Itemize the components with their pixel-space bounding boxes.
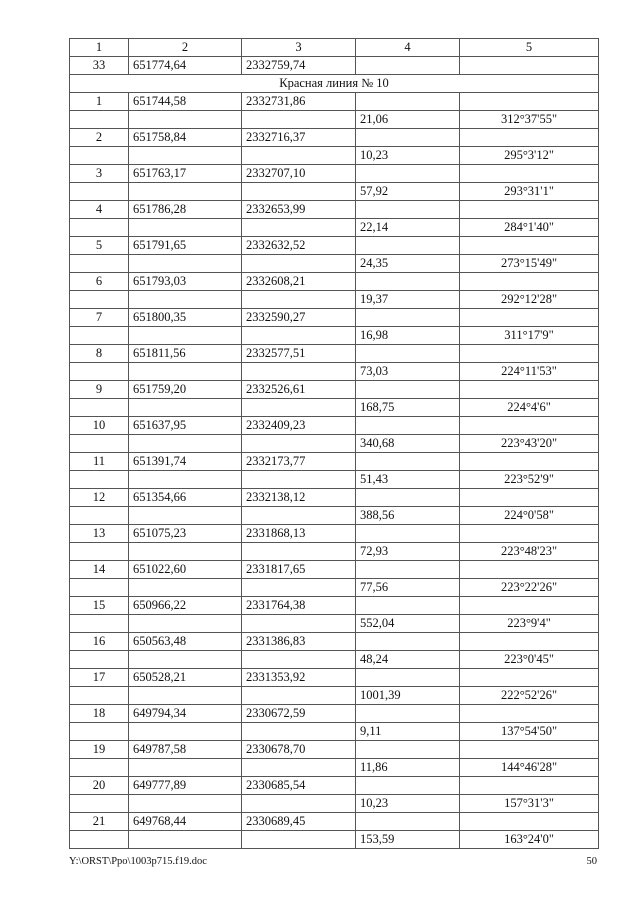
angle: 293°31'1" — [460, 183, 599, 201]
coord-x: 651786,28 — [129, 201, 242, 219]
coord-x: 649794,34 — [129, 705, 242, 723]
coord-y: 2330672,59 — [242, 705, 356, 723]
segment-empty — [242, 399, 356, 417]
coord-y: 2332731,86 — [242, 93, 356, 111]
segment-empty — [70, 615, 129, 633]
segment-empty — [242, 219, 356, 237]
distance-empty — [356, 93, 460, 111]
segment-empty — [70, 471, 129, 489]
angle-empty — [460, 93, 599, 111]
distance: 19,37 — [356, 291, 460, 309]
distance-empty — [356, 345, 460, 363]
angle-empty — [460, 813, 599, 831]
point-row — [70, 813, 599, 831]
point-number: 4 — [70, 201, 129, 219]
angle-empty — [460, 453, 599, 471]
coord-y: 2332409,23 — [242, 417, 356, 435]
segment-empty — [70, 399, 129, 417]
segment-row — [70, 435, 599, 453]
segment-empty — [242, 831, 356, 849]
coord-x: 651075,23 — [129, 525, 242, 543]
segment-empty — [70, 183, 129, 201]
coord-x: 651744,58 — [129, 93, 242, 111]
point-number: 13 — [70, 525, 129, 543]
distance: 51,43 — [356, 471, 460, 489]
distance: 153,59 — [356, 831, 460, 849]
distance-empty — [356, 669, 460, 687]
header-cell: 2 — [129, 39, 242, 57]
angle: 223°43'20" — [460, 435, 599, 453]
coord-y: 2331386,83 — [242, 633, 356, 651]
point-row — [70, 381, 599, 399]
section-title: Красная линия № 10 — [70, 75, 599, 93]
angle: 311°17'9" — [460, 327, 599, 345]
segment-empty — [129, 183, 242, 201]
coord-y: 2331764,38 — [242, 597, 356, 615]
angle-empty — [460, 345, 599, 363]
angle: 223°48'23" — [460, 543, 599, 561]
coord-x: 651774,64 — [129, 57, 242, 75]
segment-empty — [242, 111, 356, 129]
angle-empty — [460, 669, 599, 687]
angle-empty — [460, 633, 599, 651]
point-row — [70, 417, 599, 435]
segment-empty — [242, 435, 356, 453]
coord-y: 2331868,13 — [242, 525, 356, 543]
point-row — [70, 489, 599, 507]
header-cell: 5 — [460, 39, 599, 57]
angle: 223°52'9" — [460, 471, 599, 489]
segment-row — [70, 363, 599, 381]
distance: 168,75 — [356, 399, 460, 417]
distance-empty — [356, 489, 460, 507]
distance: 24,35 — [356, 255, 460, 273]
distance: 10,23 — [356, 795, 460, 813]
coordinates-table — [69, 38, 599, 849]
segment-empty — [70, 435, 129, 453]
segment-row — [70, 111, 599, 129]
segment-empty — [129, 327, 242, 345]
segment-empty — [242, 651, 356, 669]
segment-empty — [70, 363, 129, 381]
distance: 48,24 — [356, 651, 460, 669]
distance-empty — [356, 777, 460, 795]
angle: 224°11'53" — [460, 363, 599, 381]
segment-empty — [70, 327, 129, 345]
angle: 223°9'4" — [460, 615, 599, 633]
segment-empty — [242, 327, 356, 345]
point-row — [70, 705, 599, 723]
segment-empty — [70, 687, 129, 705]
segment-empty — [70, 219, 129, 237]
angle: 144°46'28" — [460, 759, 599, 777]
angle-empty — [460, 381, 599, 399]
angle-empty — [460, 525, 599, 543]
segment-empty — [242, 255, 356, 273]
point-number: 3 — [70, 165, 129, 183]
coord-x: 651637,95 — [129, 417, 242, 435]
coord-y: 2332138,12 — [242, 489, 356, 507]
segment-empty — [242, 615, 356, 633]
distance: 57,92 — [356, 183, 460, 201]
segment-empty — [129, 471, 242, 489]
point-number: 5 — [70, 237, 129, 255]
segment-empty — [129, 291, 242, 309]
segment-row — [70, 687, 599, 705]
distance-empty — [356, 129, 460, 147]
segment-empty — [242, 543, 356, 561]
segment-row — [70, 615, 599, 633]
segment-empty — [242, 291, 356, 309]
segment-empty — [70, 543, 129, 561]
point-row — [70, 597, 599, 615]
point-number: 8 — [70, 345, 129, 363]
angle: 273°15'49" — [460, 255, 599, 273]
point-number: 19 — [70, 741, 129, 759]
distance: 9,11 — [356, 723, 460, 741]
angle-empty — [460, 561, 599, 579]
segment-row — [70, 795, 599, 813]
point-number: 10 — [70, 417, 129, 435]
coord-y: 2331353,92 — [242, 669, 356, 687]
footer-file-path: Y:\ORST\Ppo\1003p715.f19.doc — [69, 856, 207, 867]
segment-empty — [242, 759, 356, 777]
point-row — [70, 741, 599, 759]
coord-x: 651800,35 — [129, 309, 242, 327]
angle-empty — [460, 237, 599, 255]
point-row — [70, 345, 599, 363]
point-row — [70, 273, 599, 291]
angle: 224°4'6" — [460, 399, 599, 417]
angle-empty — [460, 417, 599, 435]
point-number: 14 — [70, 561, 129, 579]
distance-empty — [356, 309, 460, 327]
distance: 552,04 — [356, 615, 460, 633]
header-cell: 4 — [356, 39, 460, 57]
point-row — [70, 201, 599, 219]
segment-row — [70, 219, 599, 237]
point-row — [70, 309, 599, 327]
segment-empty — [129, 435, 242, 453]
distance: 340,68 — [356, 435, 460, 453]
coord-y: 2332707,10 — [242, 165, 356, 183]
point-row — [70, 129, 599, 147]
coord-x: 650563,48 — [129, 633, 242, 651]
point-number: 16 — [70, 633, 129, 651]
point-row — [70, 165, 599, 183]
distance-empty — [356, 705, 460, 723]
segment-empty — [70, 507, 129, 525]
coord-x: 649768,44 — [129, 813, 242, 831]
distance: 388,56 — [356, 507, 460, 525]
distance-empty — [356, 741, 460, 759]
segment-empty — [70, 255, 129, 273]
segment-row — [70, 183, 599, 201]
angle: 223°22'26" — [460, 579, 599, 597]
distance: 1001,39 — [356, 687, 460, 705]
point-number: 33 — [70, 57, 129, 75]
point-number: 1 — [70, 93, 129, 111]
segment-empty — [242, 183, 356, 201]
coord-x: 650966,22 — [129, 597, 242, 615]
segment-empty — [242, 147, 356, 165]
coord-x: 651793,03 — [129, 273, 242, 291]
coord-x: 650528,21 — [129, 669, 242, 687]
distance-empty — [356, 453, 460, 471]
coord-y: 2330685,54 — [242, 777, 356, 795]
segment-empty — [129, 543, 242, 561]
distance: 11,86 — [356, 759, 460, 777]
angle-empty — [460, 597, 599, 615]
coord-x: 651763,17 — [129, 165, 242, 183]
point-number: 21 — [70, 813, 129, 831]
segment-empty — [70, 831, 129, 849]
segment-empty — [129, 111, 242, 129]
segment-empty — [70, 147, 129, 165]
distance-empty — [356, 381, 460, 399]
table-body — [70, 39, 599, 849]
angle-empty — [460, 705, 599, 723]
coord-y: 2330678,70 — [242, 741, 356, 759]
angle: 312°37'55" — [460, 111, 599, 129]
distance-empty — [356, 417, 460, 435]
coord-y: 2332632,52 — [242, 237, 356, 255]
segment-row — [70, 399, 599, 417]
coord-y: 2332173,77 — [242, 453, 356, 471]
angle: 224°0'58" — [460, 507, 599, 525]
segment-empty — [129, 255, 242, 273]
coord-y: 2332653,99 — [242, 201, 356, 219]
coord-x: 651354,66 — [129, 489, 242, 507]
angle-empty — [460, 489, 599, 507]
coord-y: 2332716,37 — [242, 129, 356, 147]
point-number: 2 — [70, 129, 129, 147]
point-number: 9 — [70, 381, 129, 399]
coord-y: 2332608,21 — [242, 273, 356, 291]
segment-row — [70, 759, 599, 777]
angle — [460, 57, 599, 75]
coord-x: 649787,58 — [129, 741, 242, 759]
segment-empty — [70, 723, 129, 741]
segment-row — [70, 471, 599, 489]
distance: 77,56 — [356, 579, 460, 597]
segment-empty — [242, 579, 356, 597]
segment-empty — [129, 399, 242, 417]
distance-empty — [356, 561, 460, 579]
distance: 72,93 — [356, 543, 460, 561]
distance-empty — [356, 237, 460, 255]
segment-empty — [242, 471, 356, 489]
segment-empty — [129, 687, 242, 705]
angle: 157°31'3" — [460, 795, 599, 813]
segment-empty — [129, 831, 242, 849]
angle-empty — [460, 273, 599, 291]
angle-empty — [460, 777, 599, 795]
angle-empty — [460, 129, 599, 147]
segment-row — [70, 507, 599, 525]
segment-empty — [70, 651, 129, 669]
segment-row — [70, 579, 599, 597]
angle: 295°3'12" — [460, 147, 599, 165]
distance: 21,06 — [356, 111, 460, 129]
coord-y: 2330689,45 — [242, 813, 356, 831]
segment-empty — [129, 219, 242, 237]
segment-empty — [129, 507, 242, 525]
distance-empty — [356, 201, 460, 219]
footer-page-number: 50 — [586, 856, 597, 867]
point-number: 7 — [70, 309, 129, 327]
angle: 222°52'26" — [460, 687, 599, 705]
coord-x: 651791,65 — [129, 237, 242, 255]
angle-empty — [460, 201, 599, 219]
coord-x: 649777,89 — [129, 777, 242, 795]
point-row — [70, 669, 599, 687]
distance: 22,14 — [356, 219, 460, 237]
segment-row — [70, 543, 599, 561]
segment-row — [70, 723, 599, 741]
point-row — [70, 453, 599, 471]
point-row — [70, 93, 599, 111]
point-number: 15 — [70, 597, 129, 615]
point-row — [70, 777, 599, 795]
segment-empty — [70, 579, 129, 597]
distance-empty — [356, 525, 460, 543]
segment-empty — [242, 687, 356, 705]
angle: 292°12'28" — [460, 291, 599, 309]
angle: 284°1'40" — [460, 219, 599, 237]
distance: 73,03 — [356, 363, 460, 381]
segment-empty — [129, 723, 242, 741]
coord-y: 2332590,27 — [242, 309, 356, 327]
segment-empty — [242, 723, 356, 741]
point-number: 18 — [70, 705, 129, 723]
coord-x: 651758,84 — [129, 129, 242, 147]
point-number: 11 — [70, 453, 129, 471]
point-row — [70, 525, 599, 543]
coord-x: 651022,60 — [129, 561, 242, 579]
segment-row — [70, 255, 599, 273]
header-cell: 1 — [70, 39, 129, 57]
point-row — [70, 57, 599, 75]
segment-empty — [242, 795, 356, 813]
header-row — [70, 39, 599, 57]
angle-empty — [460, 741, 599, 759]
point-row — [70, 237, 599, 255]
segment-empty — [242, 507, 356, 525]
segment-empty — [70, 291, 129, 309]
angle: 163°24'0" — [460, 831, 599, 849]
coord-y: 2332526,61 — [242, 381, 356, 399]
segment-empty — [129, 363, 242, 381]
coord-x: 651759,20 — [129, 381, 242, 399]
distance-empty — [356, 813, 460, 831]
point-row — [70, 633, 599, 651]
point-row — [70, 561, 599, 579]
segment-row — [70, 147, 599, 165]
angle: 137°54'50" — [460, 723, 599, 741]
distance: 10,23 — [356, 147, 460, 165]
point-number: 6 — [70, 273, 129, 291]
coord-x: 651391,74 — [129, 453, 242, 471]
segment-row — [70, 327, 599, 345]
segment-empty — [129, 579, 242, 597]
angle-empty — [460, 165, 599, 183]
distance-empty — [356, 633, 460, 651]
segment-row — [70, 291, 599, 309]
point-number: 12 — [70, 489, 129, 507]
segment-empty — [129, 615, 242, 633]
distance-empty — [356, 273, 460, 291]
angle-empty — [460, 309, 599, 327]
segment-empty — [70, 759, 129, 777]
segment-empty — [129, 651, 242, 669]
segment-row — [70, 651, 599, 669]
segment-empty — [129, 795, 242, 813]
coord-y: 2331817,65 — [242, 561, 356, 579]
distance-empty — [356, 165, 460, 183]
distance — [356, 57, 460, 75]
coord-y: 2332577,51 — [242, 345, 356, 363]
angle: 223°0'45" — [460, 651, 599, 669]
segment-row — [70, 831, 599, 849]
distance: 16,98 — [356, 327, 460, 345]
segment-empty — [242, 363, 356, 381]
segment-empty — [129, 759, 242, 777]
point-number: 17 — [70, 669, 129, 687]
segment-empty — [70, 111, 129, 129]
coord-y: 2332759,74 — [242, 57, 356, 75]
coord-x: 651811,56 — [129, 345, 242, 363]
point-number: 20 — [70, 777, 129, 795]
segment-empty — [129, 147, 242, 165]
distance-empty — [356, 597, 460, 615]
header-cell: 3 — [242, 39, 356, 57]
segment-empty — [70, 795, 129, 813]
section-row — [70, 75, 599, 93]
